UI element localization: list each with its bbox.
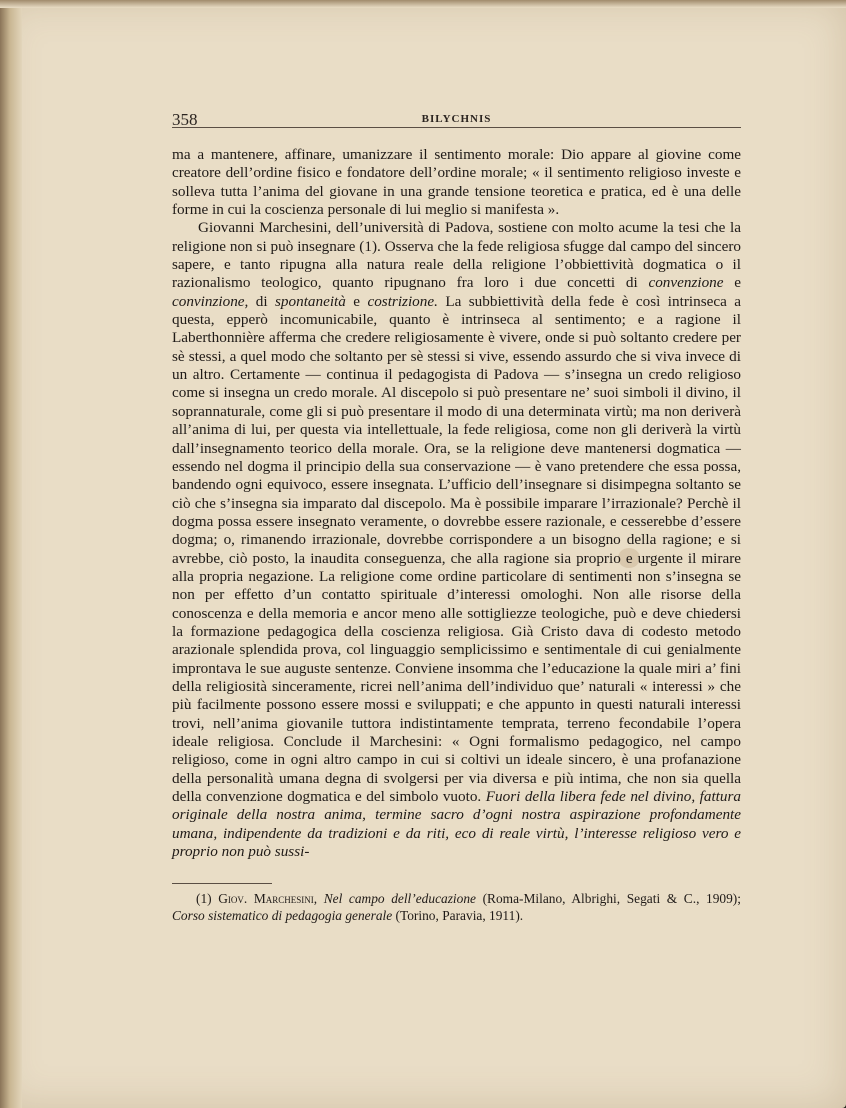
italic-run: convinzione, — [172, 292, 249, 310]
text-run: e — [723, 274, 741, 292]
text-run: e — [345, 292, 368, 310]
page-top-edge — [0, 0, 846, 8]
footnote-author: Giov. Marchesini, — [218, 891, 318, 906]
footnote-title-1: Nel campo dell’educazione — [323, 891, 476, 906]
italic-run: convenzione — [648, 274, 724, 292]
italic-run: costrizione. — [367, 292, 438, 310]
running-title: BILYCHNIS — [421, 113, 492, 125]
footnote-text: (Roma-Milano, Albrighi, Segati & C., 1909); — [475, 891, 741, 906]
body-text — [172, 146, 741, 861]
footnote — [172, 890, 741, 924]
paragraph-2 — [172, 219, 741, 861]
italic-run: spontaneità — [275, 292, 346, 310]
page-gutter — [0, 0, 22, 1108]
text-run: di — [248, 292, 275, 310]
footnote-number: (1) — [196, 891, 219, 906]
italic-quote: Fuori della libera fede nel divino, fattura originale della nostra anima, termine sacro d’ogni nostra aspirazione profondamente umana, indipendente da tradizioni e da riti, eco di reale virtù, l’interesse religioso vero e proprio non può sussi- — [172, 788, 741, 861]
footnote-rule — [172, 883, 272, 884]
text-run: Giovanni Marchesini, dell’università di Padova, sostiene con molto acume la tesi che la religione non si può insegnare (1). Osserva che la fede religiosa sfugge dal campo del sincero sapere, e tanto ripugna alla natura reale della religione l’obbiettività dogmatica o il razionalismo teologico, quanto ripugnano fra loro i due concetti di — [172, 219, 741, 292]
footnote-title-2: Corso sistematico di pedagogia generale — [172, 908, 393, 923]
paragraph-1: ma a mantenere, affinare, umanizzare il sentimento morale: Dio appare al giovine come creatore dell’ordine fisico e fondatore dell’ordine morale; « il sentimento religioso investe e solleva tutta l’anima del giovane in una grande tensione teoretica e pratica, ed è una delle forme in cui la coscienza personale di lui meglio si manifesta ». — [172, 146, 741, 219]
footnote-text-end: (Torino, Paravia, 1911). — [392, 908, 524, 923]
page-number: 358 — [172, 110, 198, 129]
text-run: La subbiettività della fede è così intrinseca a questa, epperò incomunicabile, quanto è intrinseca al sentimento; e a ragione il Laberthonnière afferma che credere religiosamente è vivere, onde si può soltanto credere per sè stessi, a quel modo che soltanto per sè stessi si vive, essendo assurdo che si viva invece di un altro. Certamente — continua il pedagogista di Padova — s’insegna un credo religioso come si insegna un credo morale. Al discepolo si può presentare ne’ suoi simboli il divino, il soprannaturale, come gli si può presentare il modo di una determinata virtù; ma non deriverà all’anima di lui, per questa via intellettuale, la fede religiosa, come non gli deriverà la virtù dall’insegnamento teorico della morale. Ora, se la religione deve mantenersi dogmatica — essendo nel dogma il principio della sua conservazione — è vano pretendere che essa possa, bandendo ogni equivoco, essere insegnata. L’ufficio dell’insegnare si disimpegna soltanto se ciò che s’insegna sia imparato dal discepolo. Ma è possibile imparare l’irrazionale? Perchè il dogma possa essere insegnato veramente, o dovrebbe essere razionale, e cesserebbe d’essere dogma; o, rimanendo irrazionale, dovrebbe corrispondere a un bisogno della ragione; e si avrebbe, ciò posto, la inaudita conseguenza, che alla ragione sia proprio e urgente il mirare alla propria negazione. La religione come ordine particolare di sentimenti non s’insegna se non per effetto d’un contatto spirituale d’interessi omologhi. Non alle risorse della conoscenza e della memoria e ancor meno alle sottigliezze teologiche, può e deve chiedersi la formazione pedagogica della coscienza religiosa. Già Cristo dava di codesto metodo arazionale splendida prova, col linguaggio semplicissimo e sentimentale di cui genialmente improntava le sue auguste sentenze. Conviene insomma che l’educazione la quale miri a’ fini della religiosità sinceramente, ricrei nell’anima dell’individuo que’ naturali « interessi » che più facilmente possono essere mossi e sviluppati; e che appunto in questi naturali interessi trovi, nell’anima giovanile tuttora indistintamente temprata, terreno fecondabile l’opera ideale religiosa. Conclude il Marchesini: « Ogni formalismo pedagogico, nel campo religioso, come in ogni altro campo in cui si coltivi un ideale sincero, è una profanazione della personalità umana degna di svolgersi per via diversa e più intima, che non sia quella della convenzione dogmatica e del simbolo vuoto. — [172, 292, 741, 806]
header-rule — [172, 127, 741, 128]
